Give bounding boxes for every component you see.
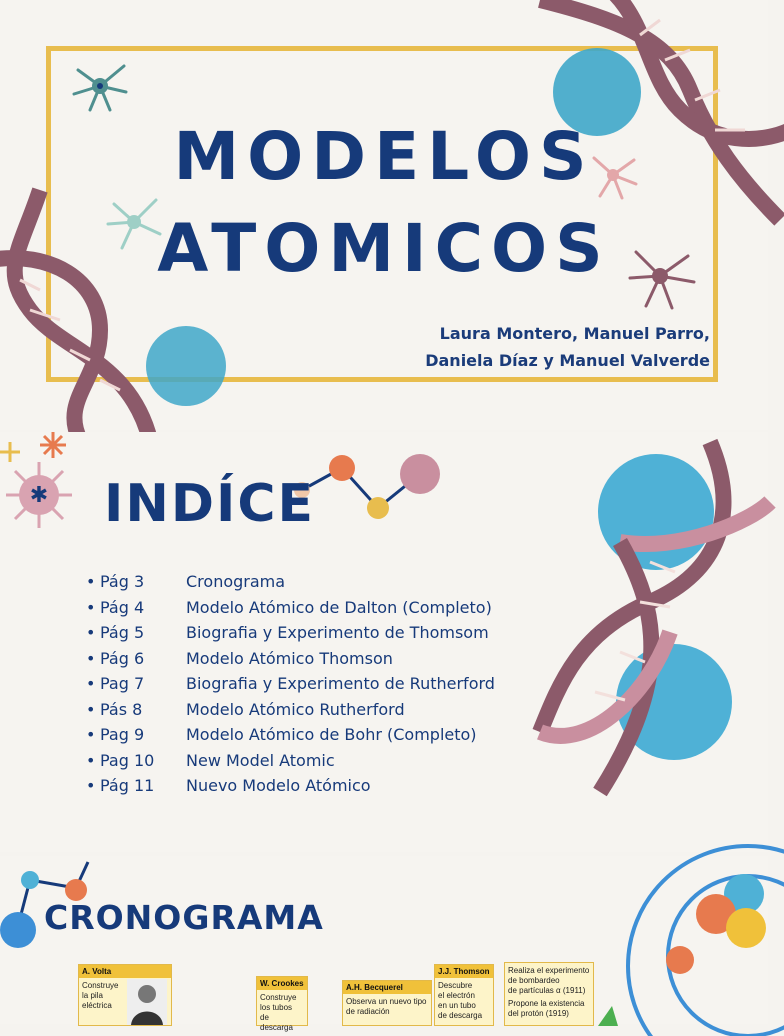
- card-text: eléctrica: [82, 1001, 112, 1010]
- list-item[interactable]: [86, 751, 495, 777]
- item-label: Modelo Atómico de Bohr (Completo): [186, 725, 477, 744]
- cover-title-line2: ATOMICOS: [157, 210, 611, 287]
- timeline-card-rutherford: [504, 962, 594, 1026]
- list-item[interactable]: [86, 776, 495, 802]
- item-label: Modelo Atómico de Dalton (Completo): [186, 597, 492, 617]
- item-page: Pág 5: [100, 623, 145, 642]
- green-triangle-icon: [598, 1006, 618, 1026]
- bullet-icon: •: [86, 776, 96, 795]
- bullet-icon: •: [86, 648, 96, 668]
- card-text: Descubre: [438, 981, 473, 990]
- card-text: el electrón: [438, 991, 475, 1000]
- item-page: Pág 6: [100, 648, 145, 668]
- card-text: en un tubo: [438, 1001, 476, 1010]
- atom-orbit-icon: [608, 856, 778, 1026]
- item-label: New Model Atomic: [186, 750, 335, 770]
- card-text: del protón (1919): [508, 1009, 569, 1018]
- bullet-icon: •: [86, 623, 96, 642]
- item-page: Pág 3: [100, 572, 145, 591]
- item-label: Biografia y Experimento de Rutherford: [186, 674, 495, 693]
- item-page: Pág 11: [100, 776, 155, 795]
- card-name: A. Volta: [79, 965, 171, 978]
- card-text: Construye: [260, 993, 297, 1002]
- bullet-icon: •: [86, 725, 96, 744]
- list-item[interactable]: [86, 572, 495, 598]
- card-text: Realiza el experimento: [508, 966, 590, 975]
- card-name: A.H. Becquerel: [343, 981, 431, 994]
- item-page: Pag 9: [100, 725, 145, 744]
- item-label: Nuevo Modelo Atómico: [186, 776, 371, 795]
- cover-slide: [0, 0, 768, 430]
- card-text: Construye: [82, 981, 119, 990]
- item-label: Modelo Atómico Rutherford: [186, 699, 405, 719]
- chrono-slide: [0, 856, 768, 1032]
- card-name: W. Crookes: [257, 977, 307, 990]
- item-label: Cronograma: [186, 572, 286, 591]
- list-item[interactable]: [86, 700, 495, 726]
- list-item[interactable]: [86, 649, 495, 675]
- card-text: Propone la existencia: [508, 999, 585, 1008]
- bullet-icon: •: [86, 674, 96, 693]
- card-text: de descarga: [438, 1011, 483, 1020]
- portrait-icon: [127, 979, 167, 1025]
- bullet-icon: •: [86, 572, 96, 591]
- item-label: Modelo Atómico Thomson: [186, 648, 393, 668]
- list-item[interactable]: [86, 674, 495, 700]
- item-label: Biografia y Experimento de Thomsom: [186, 623, 489, 642]
- timeline-card-volta: [78, 964, 172, 1026]
- chrono-title: CRONOGRAMA: [44, 898, 324, 937]
- item-page: Pás 8: [100, 699, 143, 719]
- sparkle-icon: [40, 432, 66, 458]
- card-name: J.J. Thomson: [435, 965, 493, 978]
- item-page: Pag 10: [100, 750, 155, 770]
- card-text: Observa un nuevo tipo: [346, 997, 427, 1006]
- list-item[interactable]: [86, 725, 495, 751]
- timeline-card-crookes: [256, 976, 308, 1032]
- index-slide: [0, 432, 768, 852]
- bullet-icon: •: [86, 750, 96, 770]
- list-item[interactable]: [86, 623, 495, 649]
- card-text: de partículas α (1911): [508, 986, 586, 995]
- list-item[interactable]: [86, 598, 495, 624]
- neuron-icon: [70, 56, 130, 116]
- svg-text:✱: ✱: [29, 483, 49, 508]
- card-text: la pila: [82, 991, 103, 1000]
- item-page: Pág 4: [100, 597, 145, 617]
- cover-title-line1: MODELOS: [173, 118, 595, 195]
- card-text: los tubos: [260, 1003, 293, 1012]
- bullet-icon: •: [86, 699, 96, 719]
- card-text: de bombardeo: [508, 976, 560, 985]
- index-list: [86, 572, 495, 802]
- item-page: Pag 7: [100, 674, 145, 693]
- authors-line1: Laura Montero, Manuel Parro,: [439, 324, 710, 343]
- card-text: de descarga: [260, 1013, 293, 1032]
- virus-icon: [4, 460, 74, 530]
- timeline-card-thomson: [434, 964, 494, 1026]
- dna-helix-right: [500, 432, 770, 802]
- index-title: INDÍCE: [104, 474, 316, 534]
- timeline-card-becquerel: [342, 980, 432, 1026]
- bullet-icon: •: [86, 597, 96, 617]
- authors: [425, 320, 710, 374]
- card-text: de radiación: [346, 1007, 390, 1016]
- authors-line2: Daniela Díaz y Manuel Valverde: [425, 351, 710, 370]
- sparkle-icon: [0, 442, 20, 462]
